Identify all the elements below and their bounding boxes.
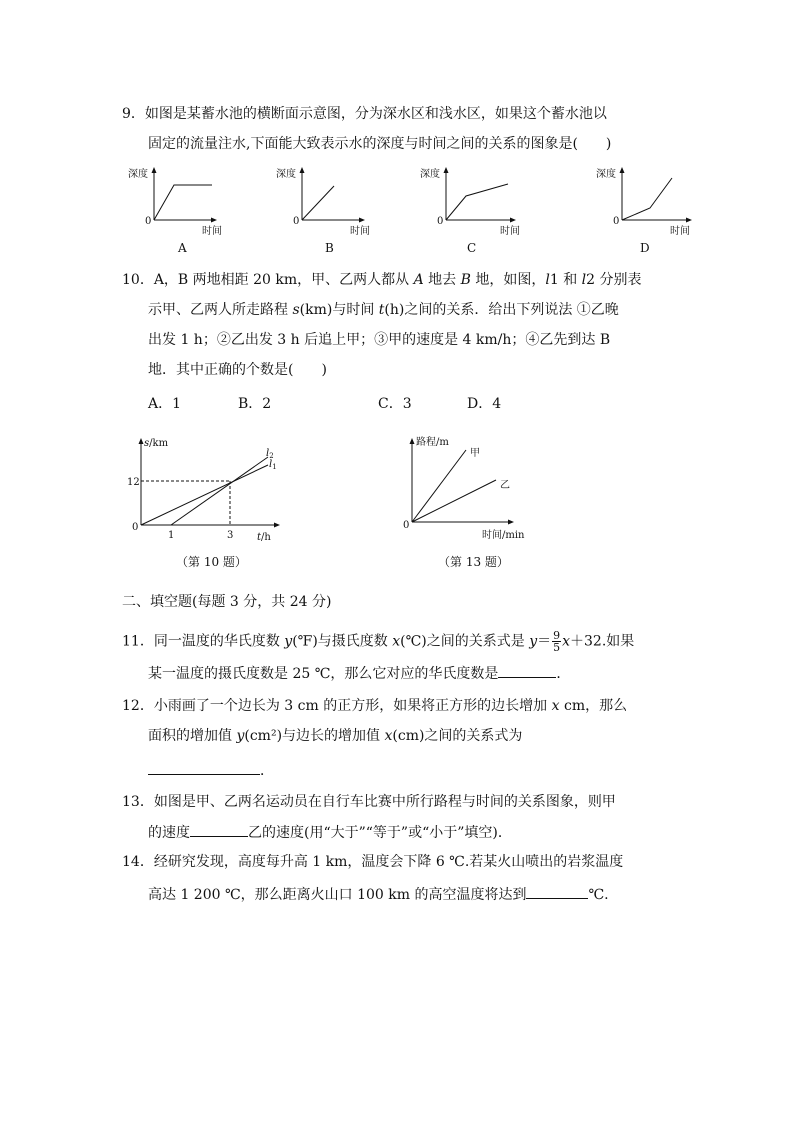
x-arrow (274, 523, 280, 528)
answer-blank[interactable] (148, 760, 260, 775)
xlabel: 时间/min (482, 530, 525, 541)
q14-line2: 高达 1 200 ℃，那么距离火山口 100 km 的高空温度将达到 ℃. (148, 884, 609, 905)
q9-line2: 固定的流量注水,下面能大致表示水的深度与时间之间的关系的图象是( ) (148, 136, 612, 152)
origin: 0 (132, 522, 139, 533)
answer-blank[interactable] (526, 884, 588, 899)
label-l2: $l_2$ (266, 448, 274, 460)
x-arrow (211, 218, 217, 223)
origin: 0 (437, 216, 444, 227)
line-yi (412, 480, 496, 522)
line-l1 (141, 465, 268, 525)
y-arrow (620, 167, 625, 173)
q9-line1: 9．如图是某蓄水池的横断面示意图，分为深水区和浅水区，如果这个蓄水池以 (122, 106, 607, 122)
q11-line1: 11．同一温度的华氏度数 y(℉)与摄氏度数 x(℃)之间的关系式是 y＝ $\frac{9}{5}$ x＋32.如果 (122, 629, 635, 654)
q13-graph (396, 430, 546, 545)
option-label: A (178, 241, 187, 255)
option-label: C (467, 241, 477, 255)
x-arrow (508, 520, 514, 525)
q10-graph (120, 434, 290, 544)
curve (302, 186, 334, 220)
q10-line2: 示甲、乙两人所走路程 s(km)与时间 t(h)之间的关系．给出下列说法 ①乙晚 (148, 302, 619, 318)
y-tick-12: 12 (127, 477, 140, 488)
q9-graph-d (596, 164, 696, 254)
xlabel: 时间 (500, 226, 520, 237)
origin: 0 (613, 216, 620, 227)
y-arrow (152, 167, 157, 173)
y-arrow (410, 438, 415, 444)
q13-line1: 13．如图是甲、乙两名运动员在自行车比赛中所行路程与时间的关系图象，则甲 (122, 794, 616, 810)
q10-option-a: A．1 (148, 396, 182, 412)
q9-graph-c (420, 164, 520, 254)
answer-blank[interactable] (498, 663, 556, 678)
option-label: D (640, 241, 650, 255)
q9-graph-a (128, 164, 222, 255)
y-arrow (300, 167, 305, 173)
x-tick-1: 1 (168, 530, 175, 541)
q10-line4: 地．其中正确的个数是( ) (148, 362, 327, 378)
fraction-9-5: $\frac{9}{5}$ (553, 629, 561, 654)
y-arrow (444, 167, 449, 173)
q13-line2: 的速度 乙的速度(用“大于”“等于”或“小于”填空)． (148, 822, 512, 843)
section-heading: 二、填空题(每题 3 分，共 24 分) (122, 594, 332, 610)
label-l1: $l_1$ (269, 459, 277, 471)
q12-line1: 12．小雨画了一个边长为 3 cm 的正方形，如果将正方形的边长增加 x cm，那么 (122, 698, 628, 714)
label-yi: 乙 (500, 480, 510, 491)
x-tick-3: 3 (227, 530, 234, 541)
q14-line1: 14．经研究发现，高度每升高 1 km，温度会下降 6 ℃.若某火山喷出的岩浆温度 (122, 854, 624, 870)
q10-option-d: D．4 (467, 396, 502, 412)
line-l2 (171, 457, 268, 525)
q13-caption: （第 13 题） (438, 555, 509, 569)
curve (154, 185, 212, 220)
origin: 0 (145, 216, 152, 227)
xlabel: 时间 (202, 226, 222, 237)
q9-graph-b (276, 164, 370, 255)
y-arrow (139, 438, 144, 444)
q12-line3: ． (148, 760, 274, 781)
q10-option-b: B．2 (238, 396, 272, 412)
x-arrow (510, 218, 516, 223)
ylabel: s/km (144, 438, 169, 449)
x-arrow (686, 218, 692, 223)
xlabel: 时间 (350, 226, 370, 237)
ylabel: 深度 (128, 169, 148, 180)
x-arrow (359, 218, 365, 223)
curve (622, 178, 672, 220)
q10-line1: 10．A，B 两地相距 20 km，甲、乙两人都从 A 地去 B 地，如图，l1 和 l2 分别表 (122, 272, 642, 288)
option-label: B (325, 241, 334, 255)
answer-blank[interactable] (190, 822, 248, 837)
origin: 0 (403, 520, 410, 531)
q11-line2: 某一温度的摄氏度数是 25 ℃，那么它对应的华氏度数是 ． (148, 663, 570, 684)
q12-line2: 面积的增加值 y(cm²)与边长的增加值 x(cm)之间的关系式为 (148, 728, 523, 744)
label-jia: 甲 (470, 448, 480, 459)
ylabel: 深度 (276, 169, 296, 180)
q10-line3: 出发 1 h；②乙出发 3 h 后追上甲；③甲的速度是 4 km/h；④乙先到达 B (148, 332, 611, 348)
ylabel: 深度 (420, 169, 440, 180)
q10-caption: （第 10 题） (176, 555, 247, 569)
curve (446, 184, 508, 220)
ylabel: 路程/m (416, 437, 449, 448)
line-jia (412, 450, 466, 522)
xlabel: 时间 (670, 226, 690, 237)
ylabel: 深度 (596, 169, 616, 180)
origin: 0 (293, 216, 300, 227)
q10-option-c: C．3 (378, 396, 412, 412)
xlabel: t/h (257, 532, 271, 543)
